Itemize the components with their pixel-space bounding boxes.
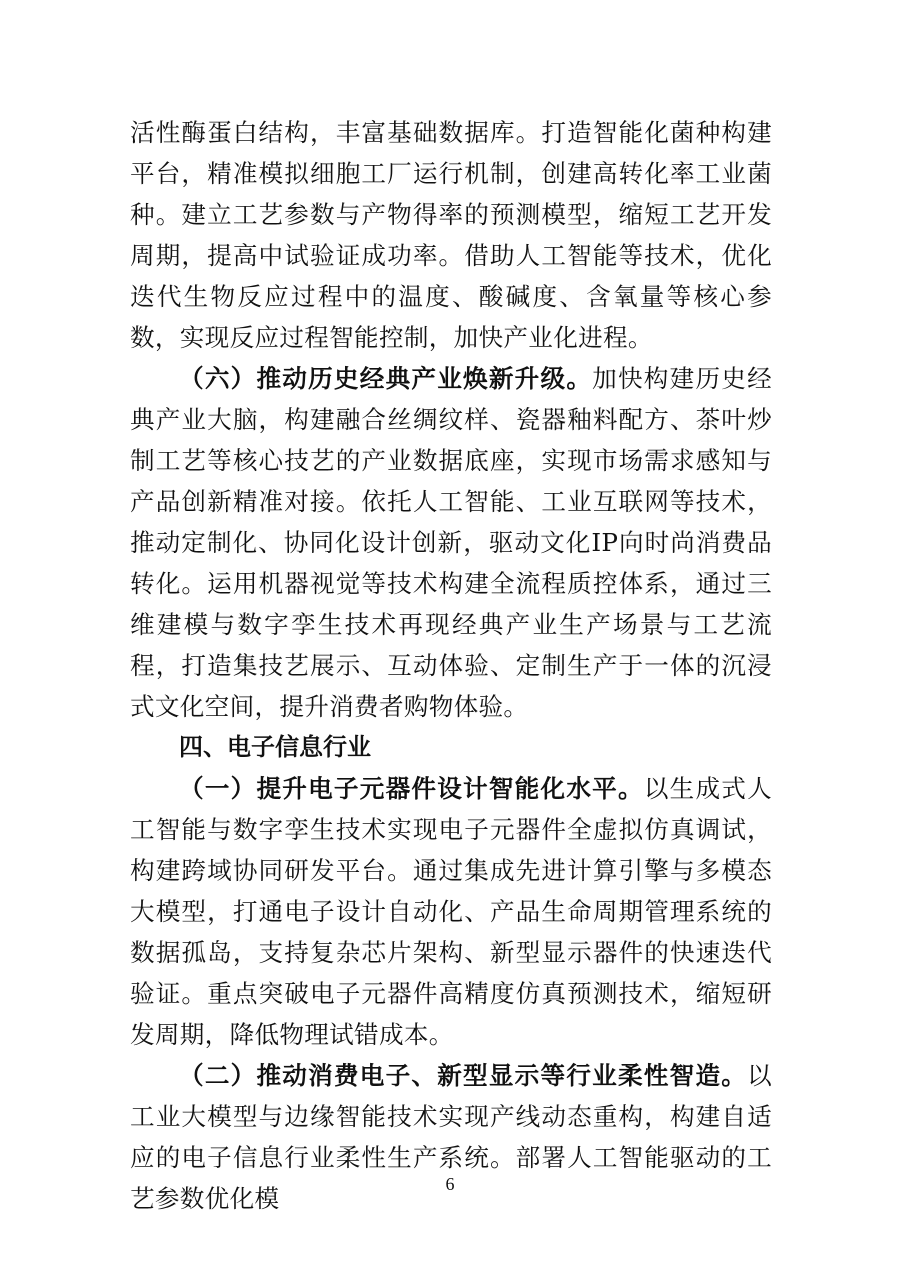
paragraph-lead: （二）推动消费电子、新型显示等行业柔性智造。 [179, 1061, 748, 1090]
section-heading: 四、电子信息行业 [179, 733, 371, 761]
paragraph-component-design [130, 768, 772, 1055]
paragraph-historic-industries [130, 358, 772, 727]
paragraph-text: 以工业大模型与边缘智能技术实现产线动态重构，构建自适应的电子信息行业柔性生产系统。部署人工智能驱动的工艺参数优化模 [130, 1061, 772, 1213]
paragraph-text: 活性酶蛋白结构，丰富基础数据库。打造智能化菌种构建平台，精准模拟细胞工厂运行机制，创建高转化率工业菌种。建立工艺参数与产物得率的预测模型，缩短工艺开发周期，提高中试验证成功率。借助人工智能等技术，优化迭代生物反应过程中的温度、酸碱度、含氧量等核心参数，实现反应过程智能控制，加快产业化进程。 [130, 118, 772, 352]
paragraph-text: 加快构建历史经典产业大脑，构建融合丝绸纹样、瓷器釉料配方、茶叶炒制工艺等核心技艺的产业数据底座，实现市场需求感知与产品创新精准对接。依托人工智能、工业互联网等技术，推动定制化、协同化设计创新，驱动文化IP向时尚消费品转化。运用机器视觉等技术构建全流程质控体系，通过三维建模与数字孪生技术再现经典产业生产场景与工艺流程，打造集技艺展示、互动体验、定制生产于一体的沉浸式文化空间，提升消费者购物体验。 [130, 364, 772, 721]
page-number: 6 [445, 1174, 455, 1194]
paragraph-text: 以生成式人工智能与数字孪生技术实现电子元器件全虚拟仿真调试，构建跨域协同研发平台。通过集成先进计算引擎与多模态大模型，打通电子设计自动化、产品生命周期管理系统的数据孤岛，支持复杂芯片架构、新型显示器件的快速迭代验证。重点突破电子元器件高精度仿真预测技术，缩短研发周期，降低物理试错成本。 [130, 774, 772, 1049]
document-body [130, 112, 772, 1219]
paragraph-continuation [130, 112, 772, 358]
paragraph-lead: （一）提升电子元器件设计智能化水平。 [179, 774, 644, 803]
paragraph-lead: （六）推动历史经典产业焕新升级。 [179, 364, 593, 393]
